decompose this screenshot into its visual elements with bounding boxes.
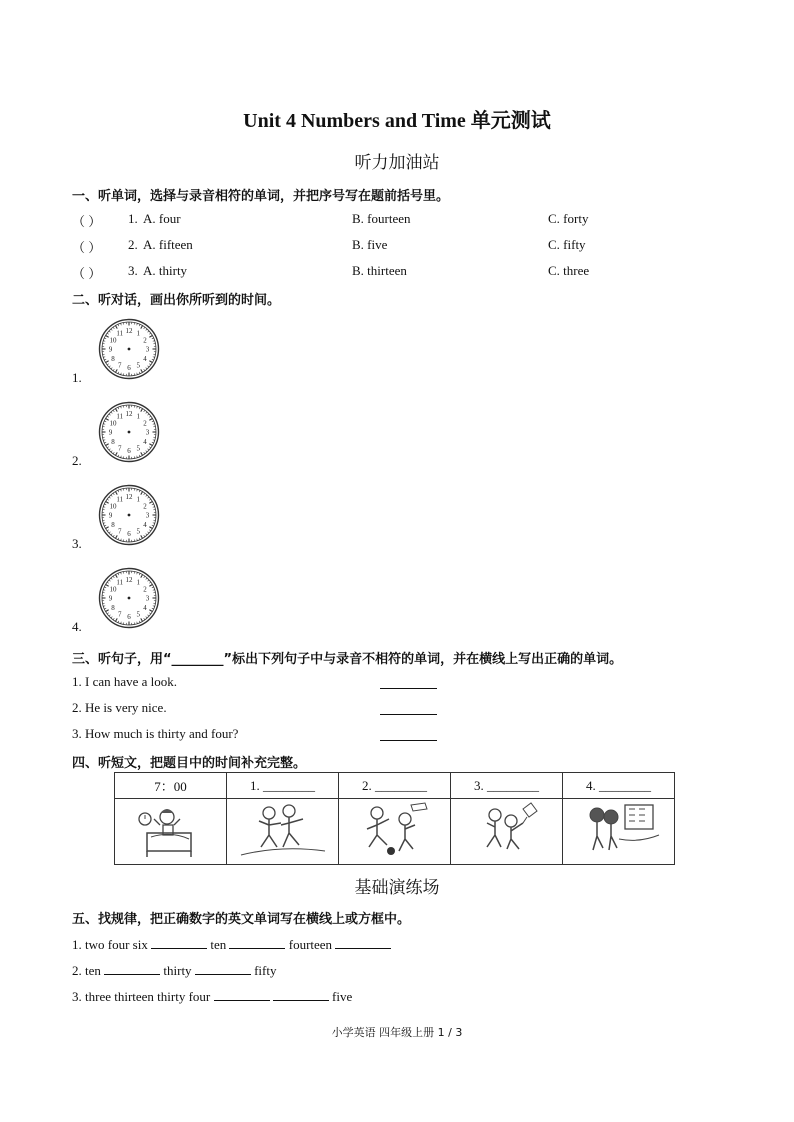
clock-number: 6 bbox=[127, 613, 131, 621]
option-a: A. fifteen bbox=[143, 237, 193, 252]
time-cell-1[interactable]: 1. ________ bbox=[227, 773, 339, 799]
answer-blank[interactable] bbox=[273, 988, 329, 1001]
clock-item-number: 4. bbox=[72, 619, 82, 634]
pattern-text: 3. three thirteen thirty four bbox=[72, 989, 214, 1004]
page-footer: 小学英语 四年级上册 1 / 3 bbox=[331, 1026, 463, 1039]
pattern-line bbox=[72, 962, 276, 979]
option-c: C. fifty bbox=[548, 237, 586, 252]
clock-face-icon[interactable] bbox=[98, 401, 160, 463]
clock-number: 12 bbox=[125, 576, 133, 584]
section5-heading: 五、找规律，把正确数字的英文单词写在横线上或方框中。 bbox=[72, 912, 411, 927]
answer-blank[interactable] bbox=[335, 936, 391, 949]
children-walking-to-school-illustration bbox=[563, 799, 675, 865]
clock-number: 5 bbox=[136, 527, 140, 536]
answer-bracket[interactable]: （ ） bbox=[72, 214, 102, 229]
clock-number: 11 bbox=[116, 412, 124, 421]
option-c: C. three bbox=[548, 263, 590, 278]
boys-playing-football-illustration bbox=[339, 799, 451, 865]
answer-blank[interactable] bbox=[214, 988, 270, 1001]
clock-number: 2 bbox=[143, 336, 147, 345]
option-b: B. fourteen bbox=[352, 211, 411, 226]
clock-number: 8 bbox=[111, 603, 115, 612]
clock-number: 3 bbox=[145, 594, 150, 603]
option-b: B. thirteen bbox=[352, 263, 407, 278]
section4-heading: 四、听短文，把题目中的时间补充完整。 bbox=[72, 756, 307, 771]
clock-face-icon[interactable] bbox=[98, 484, 160, 546]
clock-number: 9 bbox=[108, 428, 113, 437]
answer-blank[interactable] bbox=[380, 714, 437, 715]
pattern-text: fourteen bbox=[285, 937, 336, 952]
clock-number: 9 bbox=[108, 345, 113, 354]
clock-number: 12 bbox=[125, 410, 133, 418]
clock-number: 12 bbox=[125, 327, 133, 335]
clock-number: 5 bbox=[136, 361, 140, 370]
clock-number: 8 bbox=[111, 437, 115, 446]
clock-item-number: 3. bbox=[72, 536, 82, 551]
clock-number: 10 bbox=[109, 585, 117, 594]
time-cell-2[interactable]: 2. ________ bbox=[339, 773, 451, 799]
answer-blank[interactable] bbox=[195, 962, 251, 975]
clock-number: 1 bbox=[136, 412, 140, 421]
clock-number: 4 bbox=[143, 603, 147, 612]
answer-blank[interactable] bbox=[151, 936, 207, 949]
page-title: Unit 4 Numbers and Time 单元测试 bbox=[243, 110, 551, 132]
clock-number: 3 bbox=[145, 428, 150, 437]
clock-number: 5 bbox=[136, 444, 140, 453]
answer-blank[interactable] bbox=[380, 740, 437, 741]
clock-number: 8 bbox=[111, 520, 115, 529]
clock-number: 8 bbox=[111, 354, 115, 363]
pattern-text: 2. ten bbox=[72, 963, 105, 978]
question-number: 2. bbox=[128, 237, 138, 252]
children-running-illustration bbox=[227, 799, 339, 865]
question-number: 1. bbox=[128, 211, 138, 226]
pattern-line bbox=[72, 936, 391, 953]
pattern-text: thirty bbox=[160, 963, 195, 978]
answer-blank[interactable] bbox=[380, 688, 437, 689]
clock-number: 6 bbox=[127, 364, 131, 372]
time-table bbox=[114, 772, 675, 865]
clock-face-icon[interactable] bbox=[98, 567, 160, 629]
clock-number: 9 bbox=[108, 511, 113, 520]
option-c: C. forty bbox=[548, 211, 589, 226]
clock-number: 1 bbox=[136, 578, 140, 587]
children-flying-kite-illustration bbox=[451, 799, 563, 865]
sentence-item: 1. I can have a look. bbox=[72, 674, 178, 689]
section2-heading: 二、听对话，画出你所听到的时间。 bbox=[72, 293, 281, 308]
answer-blank[interactable] bbox=[104, 962, 160, 975]
time-cell-3[interactable]: 3. ________ bbox=[451, 773, 563, 799]
clock-number: 12 bbox=[125, 493, 133, 501]
clock-number: 7 bbox=[118, 444, 122, 453]
question-number: 3. bbox=[128, 263, 138, 278]
clock-number: 11 bbox=[116, 578, 124, 587]
clock-number: 4 bbox=[143, 354, 147, 363]
clock-item-number: 1. bbox=[72, 370, 82, 385]
option-b: B. five bbox=[352, 237, 388, 252]
clock-number: 7 bbox=[118, 610, 122, 619]
clock-number: 10 bbox=[109, 502, 117, 511]
sentence-item: 3. How much is thirty and four? bbox=[72, 726, 239, 741]
section1-heading: 一、听单词，选择与录音相符的单词，并把序号写在题前括号里。 bbox=[72, 189, 450, 204]
clock-number: 4 bbox=[143, 437, 147, 446]
clock-number: 10 bbox=[109, 419, 117, 428]
pattern-text: ten bbox=[207, 937, 230, 952]
answer-bracket[interactable]: （ ） bbox=[72, 266, 102, 281]
clock-number: 10 bbox=[109, 336, 117, 345]
clock-number: 11 bbox=[116, 329, 124, 338]
clock-item-number: 2. bbox=[72, 453, 82, 468]
pattern-text: fifty bbox=[250, 963, 277, 978]
clock-number: 11 bbox=[116, 495, 124, 504]
clock-number: 6 bbox=[127, 530, 131, 538]
girl-waking-up-illustration bbox=[115, 799, 227, 865]
clock-number: 1 bbox=[136, 329, 140, 338]
clock-number: 3 bbox=[145, 511, 150, 520]
answer-blank[interactable] bbox=[229, 936, 285, 949]
pattern-text: 1. two four six bbox=[72, 937, 152, 952]
clock-face-icon[interactable] bbox=[98, 318, 160, 380]
pattern-text: five bbox=[328, 989, 353, 1004]
clock-number: 2 bbox=[143, 585, 147, 594]
sentence-item: 2. He is very nice. bbox=[72, 700, 167, 715]
clock-number: 3 bbox=[145, 345, 150, 354]
section3-heading: 三、听句子，用“________”标出下列句子中与录音不相符的单词，并在横线上写出正确的单词。 bbox=[72, 652, 623, 667]
clock-number: 5 bbox=[136, 610, 140, 619]
part1-title: 听力加油站 bbox=[354, 153, 440, 172]
clock-number: 7 bbox=[118, 527, 122, 536]
pattern-line bbox=[72, 988, 352, 1005]
clock-number: 6 bbox=[127, 447, 131, 455]
time-cell-4[interactable]: 4. ________ bbox=[563, 773, 675, 799]
clock-number: 1 bbox=[136, 495, 140, 504]
option-a: A. thirty bbox=[143, 263, 188, 278]
time-cell-0: 7：00 bbox=[115, 773, 227, 799]
clock-number: 2 bbox=[143, 502, 147, 511]
clock-number: 2 bbox=[143, 419, 147, 428]
clock-number: 7 bbox=[118, 361, 122, 370]
answer-bracket[interactable]: （ ） bbox=[72, 240, 102, 255]
part2-title: 基础演练场 bbox=[354, 878, 440, 897]
clock-number: 9 bbox=[108, 594, 113, 603]
clock-number: 4 bbox=[143, 520, 147, 529]
option-a: A. four bbox=[143, 211, 181, 226]
